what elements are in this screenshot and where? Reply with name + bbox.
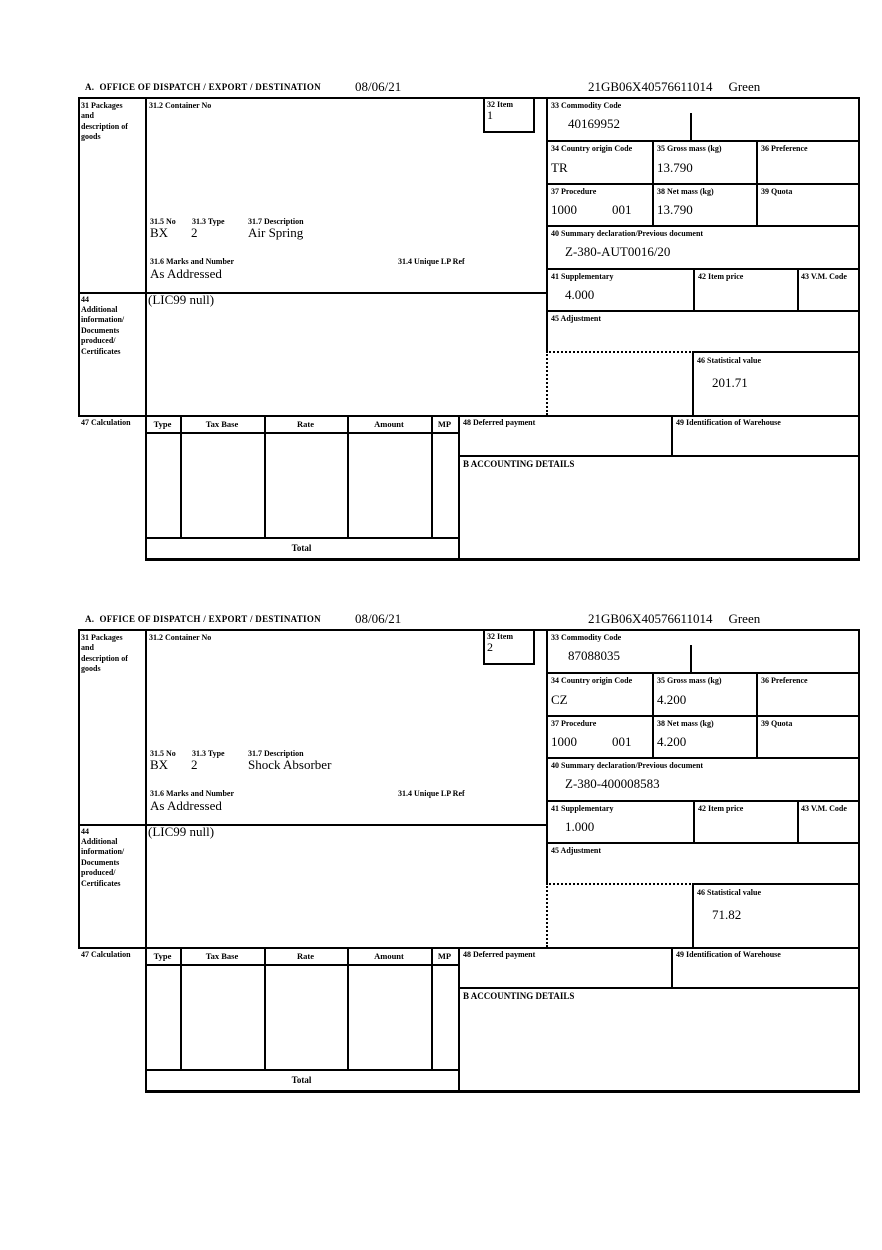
form-line — [858, 629, 860, 1090]
box48-label: 48 Deferred payment — [463, 950, 536, 959]
form-line — [546, 672, 860, 674]
form-line — [180, 415, 182, 537]
goods-description-value: Air Spring — [248, 225, 304, 240]
form-grid — [78, 629, 860, 1094]
supplementary-value: 1.000 — [565, 819, 595, 834]
box47-label: 47 Calculation — [81, 418, 131, 427]
box46-label: 46 Statistical value — [697, 888, 761, 897]
form-line — [264, 947, 266, 1069]
form-line — [78, 415, 860, 417]
statistical-value: 71.82 — [712, 907, 742, 922]
form-line — [483, 663, 535, 665]
box39-label: 39 Quota — [761, 719, 793, 728]
box38-label: 38 Net mass (kg) — [657, 187, 714, 196]
item-number-value: 2 — [487, 640, 493, 654]
form-line — [483, 131, 535, 133]
supplementary-value: 4.000 — [565, 287, 595, 302]
form-line — [546, 268, 860, 270]
dotted-line — [546, 351, 548, 415]
procedure-value: 1000 — [551, 202, 577, 217]
calc-total-label: Total — [291, 543, 312, 553]
box36-label: 36 Preference — [761, 676, 808, 685]
form-line — [692, 883, 860, 885]
package-type-value: 2 — [191, 225, 198, 240]
form-line — [546, 757, 860, 759]
calc-header-type: Type — [153, 419, 172, 429]
form-line — [458, 455, 860, 457]
form-line — [858, 97, 860, 558]
form-line — [483, 629, 485, 663]
calc-header-amount: Amount — [374, 951, 404, 961]
box32-label: 32 Item — [487, 100, 513, 109]
form-line — [546, 800, 860, 802]
mrn-value: 21GB06X40576611014 — [588, 79, 713, 94]
form-line — [78, 97, 860, 99]
box47-label: 47 Calculation — [81, 950, 131, 959]
form-line — [756, 140, 758, 225]
box41-label: 41 Supplementary — [551, 272, 614, 281]
calc-header-tax-base: Tax Base — [205, 419, 239, 429]
form-line — [347, 415, 349, 537]
box43-label: 43 V.M. Code — [801, 804, 847, 813]
box39-label: 39 Quota — [761, 187, 793, 196]
box31-6-label: 31.6 Marks and Number — [150, 257, 235, 266]
gross-mass-value: 13.790 — [657, 160, 693, 175]
form-line — [546, 842, 860, 844]
box36-label: 36 Preference — [761, 144, 808, 153]
box49-label: 49 Identification of Warehouse — [676, 418, 781, 427]
form-line — [756, 672, 758, 757]
previous-document-value: Z-380-400008583 — [565, 776, 660, 791]
country-origin-value: TR — [551, 160, 568, 175]
calc-header-type: Type — [153, 951, 172, 961]
box41-label: 41 Supplementary — [551, 804, 614, 813]
office-of-dispatch-header: A. OFFICE OF DISPATCH / EXPORT / DESTINATION — [85, 82, 321, 92]
dotted-line — [546, 883, 694, 885]
calc-total-label: Total — [291, 1075, 312, 1085]
form-line — [693, 268, 695, 310]
form-line — [652, 140, 654, 225]
form-line — [692, 883, 694, 947]
box31-3-label: 31.3 Type — [192, 217, 225, 226]
form-line — [671, 947, 673, 987]
form-line — [78, 629, 860, 631]
form-line — [145, 629, 147, 1093]
form-grid — [78, 97, 860, 562]
form-line — [145, 1069, 460, 1071]
form-line — [546, 225, 860, 227]
form-line — [546, 715, 860, 717]
form-line — [180, 947, 182, 1069]
form-line — [145, 537, 460, 539]
calc-header-amount: Amount — [374, 419, 404, 429]
form-line — [797, 268, 799, 310]
form-line — [145, 432, 460, 434]
box37-label: 37 Procedure — [551, 719, 597, 728]
form-line — [671, 415, 673, 455]
form-line — [431, 415, 433, 537]
form-line — [458, 415, 460, 560]
additional-info-value: (LIC99 null) — [148, 824, 215, 839]
goods-description-value: Shock Absorber — [248, 757, 332, 772]
box44-label: Additional information/ Documents produced/ Certificates — [81, 305, 125, 356]
form-line — [431, 947, 433, 1069]
acceptance-date: 08/06/21 — [355, 79, 402, 94]
form-line — [797, 800, 799, 842]
box38-label: 38 Net mass (kg) — [657, 719, 714, 728]
item-number-value: 1 — [487, 108, 493, 122]
package-no-value: BX — [150, 225, 169, 240]
country-origin-value: CZ — [551, 692, 568, 707]
net-mass-value: 4.200 — [657, 734, 687, 749]
package-type-value: 2 — [191, 757, 198, 772]
marks-value: As Addressed — [150, 798, 222, 813]
box31-7-label: 31.7 Description — [248, 217, 304, 226]
form-line — [533, 629, 535, 663]
box33-label: 33 Commodity Code — [551, 101, 622, 110]
calc-header-tax-base: Tax Base — [205, 951, 239, 961]
form-line — [145, 97, 147, 561]
form-line — [692, 351, 694, 415]
box48-label: 48 Deferred payment — [463, 418, 536, 427]
mrn-value: 21GB06X40576611014 — [588, 611, 713, 626]
declaration-item-sheet-1 — [78, 79, 862, 562]
form-line — [264, 415, 266, 537]
form-line — [347, 947, 349, 1069]
additional-info-value: (LIC99 null) — [148, 292, 215, 307]
calc-header-mp: MP — [437, 951, 452, 961]
box35-label: 35 Gross mass (kg) — [657, 144, 722, 153]
statistical-value: 201.71 — [712, 375, 748, 390]
box35-label: 35 Gross mass (kg) — [657, 676, 722, 685]
form-line — [78, 947, 860, 949]
box31-label: 31 Packages and description of goods — [81, 633, 128, 674]
box44-number-label: 44 — [81, 827, 89, 836]
gross-mass-value: 4.200 — [657, 692, 687, 707]
form-line — [145, 1090, 860, 1093]
form-line — [458, 947, 460, 1092]
form-line — [546, 140, 860, 142]
box31-2-container-label: 31.2 Container No — [149, 101, 212, 110]
procedure-extra-value: 001 — [612, 202, 632, 217]
dotted-line — [546, 883, 548, 947]
box31-5-label: 31.5 No — [150, 217, 176, 226]
box32-label: 32 Item — [487, 632, 513, 641]
form-line — [78, 629, 80, 947]
marks-value: As Addressed — [150, 266, 222, 281]
form-line — [533, 97, 535, 131]
box33-label: 33 Commodity Code — [551, 633, 622, 642]
calc-header-mp: MP — [437, 419, 452, 429]
accounting-details-label: B ACCOUNTING DETAILS — [463, 459, 575, 469]
box42-label: 42 Item price — [698, 272, 744, 281]
form-line — [78, 97, 80, 415]
net-mass-value: 13.790 — [657, 202, 693, 217]
box45-label: 45 Adjustment — [551, 846, 602, 855]
box40-label: 40 Summary declaration/Previous document — [551, 761, 704, 770]
routing-value: Green — [728, 611, 761, 626]
box31-7-label: 31.7 Description — [248, 749, 304, 758]
box44-label: Additional information/ Documents produced/ Certificates — [81, 837, 125, 888]
box31-2-container-label: 31.2 Container No — [149, 633, 212, 642]
procedure-extra-value: 001 — [612, 734, 632, 749]
box31-label: 31 Packages and description of goods — [81, 101, 128, 142]
box43-label: 43 V.M. Code — [801, 272, 847, 281]
mrn-line — [588, 611, 760, 627]
box31-4-label: 31.4 Unique LP Ref — [398, 789, 465, 798]
previous-document-value: Z-380-AUT0016/20 — [565, 244, 671, 259]
commodity-code-value: 87088035 — [568, 648, 620, 663]
form-line — [145, 558, 860, 561]
box31-6-label: 31.6 Marks and Number — [150, 789, 235, 798]
calc-header-rate: Rate — [297, 419, 314, 429]
procedure-value: 1000 — [551, 734, 577, 749]
form-line — [458, 987, 860, 989]
accounting-details-label: B ACCOUNTING DETAILS — [463, 991, 575, 1001]
box31-4-label: 31.4 Unique LP Ref — [398, 257, 465, 266]
box46-label: 46 Statistical value — [697, 356, 761, 365]
box37-label: 37 Procedure — [551, 187, 597, 196]
box31-3-label: 31.3 Type — [192, 749, 225, 758]
form-line — [546, 629, 548, 883]
form-line — [546, 183, 860, 185]
form-line — [145, 964, 460, 966]
acceptance-date: 08/06/21 — [355, 611, 402, 626]
form-line — [546, 310, 860, 312]
box45-label: 45 Adjustment — [551, 314, 602, 323]
office-of-dispatch-header: A. OFFICE OF DISPATCH / EXPORT / DESTINATION — [85, 614, 321, 624]
mrn-line — [588, 79, 760, 95]
form-line — [546, 97, 548, 351]
box34-label: 34 Country origin Code — [551, 676, 633, 685]
calc-header-rate: Rate — [297, 951, 314, 961]
box34-label: 34 Country origin Code — [551, 144, 633, 153]
routing-value: Green — [728, 79, 761, 94]
declaration-item-sheet-2 — [78, 611, 862, 1094]
package-no-value: BX — [150, 757, 169, 772]
form-line — [692, 351, 860, 353]
commodity-code-value: 40169952 — [568, 116, 620, 131]
box40-label: 40 Summary declaration/Previous document — [551, 229, 704, 238]
form-line — [483, 97, 485, 131]
form-line — [652, 672, 654, 757]
box42-label: 42 Item price — [698, 804, 744, 813]
form-line — [690, 113, 692, 140]
form-line — [693, 800, 695, 842]
form-line — [690, 645, 692, 672]
box44-number-label: 44 — [81, 295, 89, 304]
dotted-line — [546, 351, 694, 353]
box31-5-label: 31.5 No — [150, 749, 176, 758]
box49-label: 49 Identification of Warehouse — [676, 950, 781, 959]
